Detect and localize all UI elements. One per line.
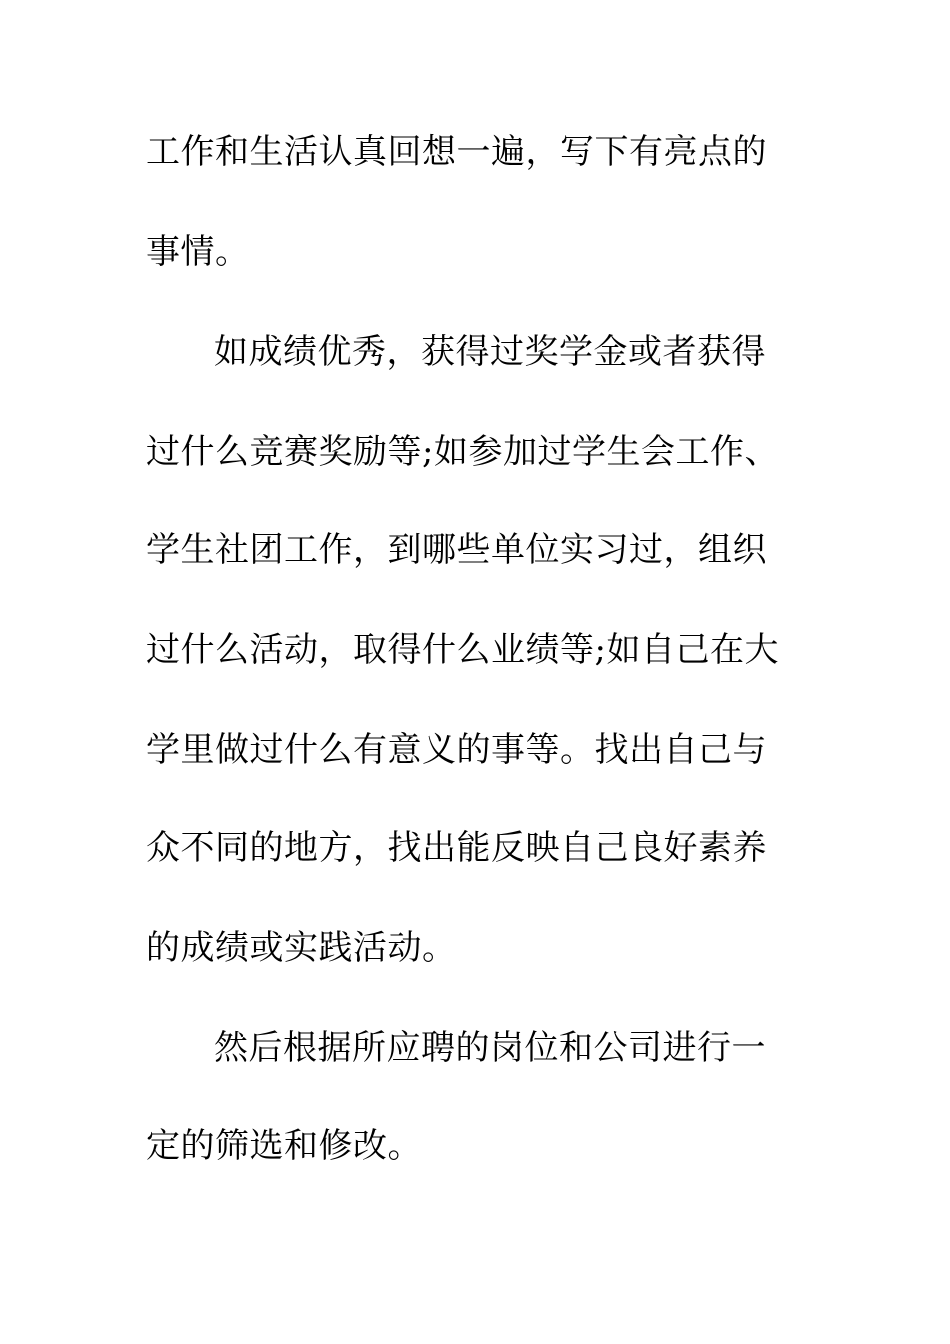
text-line: 过什么活动，取得什么业绩等;如自己在大 xyxy=(146,630,779,670)
paragraph-first-line: 如成绩优秀，获得过奖学金或者获得 xyxy=(214,332,766,372)
text-line: 众不同的地方，找出能反映自己良好素养 xyxy=(146,828,767,868)
paragraph-first-line: 然后根据所应聘的岗位和公司进行一 xyxy=(214,1028,766,1068)
text-line: 事情。 xyxy=(146,232,250,272)
text-line: 定的筛选和修改。 xyxy=(146,1126,422,1166)
text-line: 工作和生活认真回想一遍，写下有亮点的 xyxy=(146,132,767,172)
text-line: 的成绩或实践活动。 xyxy=(146,928,457,968)
text-line: 学生社团工作，到哪些单位实习过，组织 xyxy=(146,530,767,570)
text-line: 过什么竞赛奖励等;如参加过学生会工作、 xyxy=(146,432,779,472)
text-line: 学里做过什么有意义的事等。找出自己与 xyxy=(146,730,767,770)
